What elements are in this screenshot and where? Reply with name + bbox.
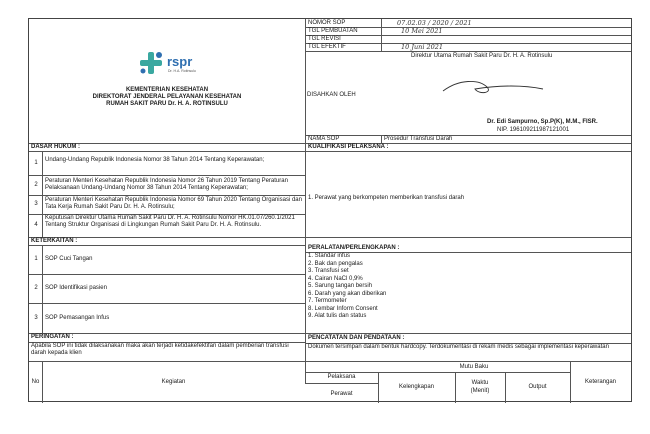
signature-icon (439, 77, 549, 99)
dasar-hukum-title: DASAR HUKUM : (31, 144, 80, 150)
keterkaitan-item: SOP Cuci Tangan (45, 256, 93, 262)
table-sub-line (305, 383, 378, 384)
dasar-hukum-no: 4 (34, 222, 38, 228)
dasar-hukum-no: 1 (34, 160, 38, 166)
peralatan-item: 2. Bak dan pengalas (308, 260, 363, 267)
keterkaitan-no: 1 (34, 256, 38, 262)
table-header-pelaksana: Pelaksana (327, 374, 356, 380)
peralatan-item: 8. Lembar Inform Consent (308, 305, 378, 312)
table-header-kegiatan: Kegiatan (161, 379, 186, 385)
dasar-hukum-item: Undang-Undang Republik Indonesia Nomor 38 Tahun 2014 Tentang Keperawatan; (45, 157, 265, 163)
tgl-pembuatan-label: TGL PEMBUATAN (308, 28, 358, 34)
table-header-no: No (31, 379, 40, 385)
peralatan-item: 1. Standar infus (308, 253, 351, 259)
hospital-name: RUMAH SAKIT PARU Dr. H. A. ROTINSULU (106, 101, 228, 107)
main-divider (305, 19, 306, 384)
pencatatan-title: PENCATATAN DAN PENDATAAN : (308, 335, 405, 341)
tgl-pembuatan-value: 10 Mei 2021 (401, 27, 443, 35)
hospital-logo (137, 49, 207, 79)
peralatan-item: 6. Darah yang akan diberikan (308, 290, 387, 297)
directorate-name: DIREKTORAT JENDERAL PELAYANAN KESEHATAN (92, 94, 242, 100)
sop-document (28, 18, 632, 402)
table-top-line (29, 361, 631, 362)
table-header-mutu-baku: Mutu Baku (459, 364, 489, 370)
section-line (29, 333, 631, 334)
peralatan-title: PERALATAN/PERLENGKAPAN : (308, 245, 400, 251)
keterkaitan-item: SOP Identifikasi pasien (45, 285, 107, 291)
dasar-hukum-item: Keputusan Direktur Utama Rumah Sakit Paru Dr. H. A. Rotinsulu Nomor HK.01.07/260.1/2021 Tentang Struktur Organisasi di Lingkungan Rumah Sakit Paru Dr. H. A. Rotinsulu. (45, 215, 295, 229)
table-header-menit: (Menit) (470, 388, 490, 394)
keterkaitan-no: 2 (34, 285, 38, 291)
row-line (29, 245, 305, 246)
field-line (305, 135, 631, 136)
dasar-hukum-item: Peraturan Menteri Kesehatan Republik Indonesia Nomor 26 Tahun 2019 Tentang Peraturan Pelaksanaan Undang-Undang Nomor 38 Tahun 2014 Tentang Keperawatan; (45, 178, 288, 192)
table-sub-line (305, 372, 570, 373)
row-line (29, 274, 305, 275)
num-col-line (42, 245, 43, 333)
num-col-line (42, 151, 43, 237)
pencatatan-text: Dokumen tersimpan dalam bentuk hardcopy. Terdokumentasi di rekam medis sebagai implementasi keperawatan (308, 344, 609, 350)
keterkaitan-title: KETERKAITAN : (31, 238, 78, 244)
table-header-keterangan: Keterangan (584, 379, 617, 385)
row-line (29, 175, 305, 176)
logo-cross-icon (137, 49, 167, 79)
logo-subtext: Dr. H.A. Rotinsulu (168, 69, 196, 73)
tgl-efektif-label: TGL EFEKTIF (308, 44, 346, 50)
field-line (305, 51, 631, 52)
keterkaitan-item: SOP Pemasangan Infus (45, 315, 110, 321)
kualifikasi-text: 1. Perawat yang berkompeten memberikan transfusi darah (308, 195, 465, 201)
peralatan-item: 5. Sarung tangan bersih (308, 283, 373, 289)
table-header-output: Output (528, 384, 547, 390)
dasar-hukum-no: 2 (34, 182, 38, 188)
approval-label: DISAHKAN OLEH (307, 92, 356, 98)
table-header-waktu: Waktu (471, 380, 489, 386)
kualifikasi-title: KUALIFIKASI PELAKSANA : (308, 144, 389, 150)
tgl-efektif-value: 10 Juni 2021 (401, 43, 444, 51)
field-divider (381, 135, 382, 143)
peralatan-item: 4. Cairan NaCl 0,9% (308, 275, 363, 282)
approver-name: Dr. Edi Sampurno, Sp.P(K), M.M., FISR. (487, 119, 598, 125)
dasar-hukum-no: 3 (34, 201, 38, 207)
dasar-hukum-item: Peraturan Menteri Kesehatan Republik Indonesia Nomor 69 Tahun 2020 Tentang Organisasi dan Tata Kerja Rumah Sakit Paru Dr. H. A. Rotinsulu; (45, 197, 302, 211)
row-line (305, 252, 631, 253)
row-line (29, 151, 305, 152)
tgl-revisi-label: TGL REVISI (308, 36, 341, 42)
row-line (29, 303, 305, 304)
section-line (29, 237, 631, 238)
nomor-sop-label: NOMOR SOP (308, 20, 346, 26)
row-line (305, 151, 631, 152)
nomor-sop-value: 07.02.03 / 2020 / 2021 (397, 19, 472, 27)
approver-nip: NIP. 196109211987121001 (497, 127, 570, 133)
sop-name-label: NAMA SOP (308, 136, 340, 142)
field-line (305, 43, 631, 44)
peringatan-text: Apabila SOP ini tidak dilaksanakan maka akan terjadi ketidakefektifan dalam pemberian transfusi darah kepada klien (31, 343, 289, 357)
keterkaitan-no: 3 (34, 315, 38, 321)
logo-text: rspr (167, 54, 193, 69)
table-header-perawat: Perawat (330, 391, 353, 397)
peralatan-item: 7. Termometer (308, 298, 347, 304)
sop-name-value: Prosedur Transfusi Darah (384, 136, 453, 142)
peringatan-title: PERINGATAN : (31, 334, 74, 340)
peralatan-item: 3. Transfusi set (308, 268, 349, 274)
ministry-name: KEMENTERIAN KESEHATAN (125, 87, 209, 93)
peralatan-item: 9. Alat tulis dan status (308, 313, 367, 319)
row-line (29, 195, 305, 196)
field-line (305, 35, 631, 36)
table-header-kelengkapan: Kelengkapan (398, 384, 435, 390)
field-divider (381, 19, 382, 51)
approver-title: Direktur Utama Rumah Sakit Paru Dr. H. A. Rotinsulu (411, 53, 553, 59)
